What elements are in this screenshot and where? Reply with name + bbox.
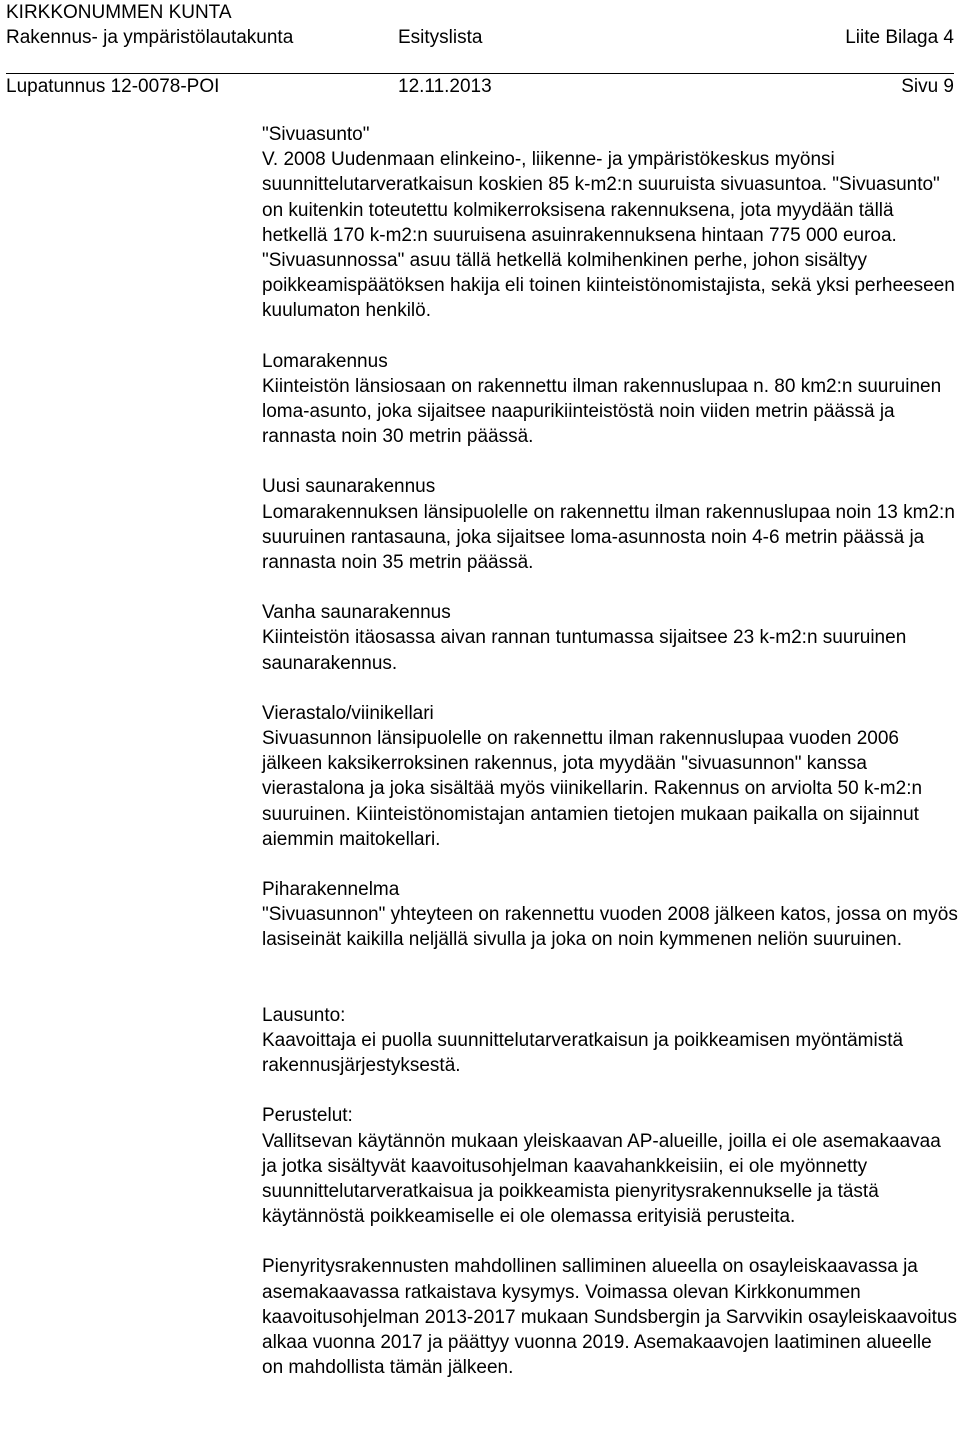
header-divider [6,73,954,74]
section-heading: Perustelut: [262,1105,353,1127]
document-type: Esityslista [398,27,483,48]
section-heading: Piharakennelma [262,879,400,901]
section-heading: "Sivuasunto" [262,124,370,145]
section-sivuasunto [262,122,958,324]
section-text: Lomarakennuksen länsipuolelle on rakennettu ilman rakennuslupaa noin 13 km2:n suuruinen rantasauna, joka sijaitsee loma-asunnosta noin 4-6 metrin päässä ja rannasta noin 35 metrin päässä. [262,501,955,574]
meeting-date: 12.11.2013 [398,76,492,97]
section-text: Kaavoittaja ei puolla suunnittelutarveratkaisun ja poikkeamisen myöntämistä rakennusjärjestyksestä. [262,1029,904,1077]
section-uusi-sauna [262,474,958,575]
committee-name: Rakennus- ja ympäristölautakunta [6,27,294,48]
section-heading: Vanha saunarakennus [262,602,451,624]
section-lomarakennus [262,349,958,450]
section-text: Pienyritysrakennusten mahdollinen salliminen alueella on osayleiskaavassa ja asemakaavassa ratkaistava kysymys. Voimassa olevan Kirkkonummen kaavoitusohjelman 2013-2017 mukaan Sundsbergin ja Sarvvikin osayleiskaavoitus alkaa vuonna 2017 ja päättyy vuonna 2019. Asemakaavojen laatiminen alueelle on mahdollista tämän jälkeen. [262,1256,957,1379]
section-text: Kiinteistön länsiosaan on rakennettu ilman rakennuslupaa n. 80 km2:n suuruinen loma-asunto, joka sijaitsee naapurikiinteistöstä noin viiden metrin päässä ja rannasta noin 30 metrin päässä. [262,375,942,448]
section-vierastalo [262,701,958,852]
document-body [262,122,958,1405]
section-text: Vallitsevan käytännön mukaan yleiskaavan AP-alueille, joilla ei ole asemakaavaa ja jotka sisältyvät kaavoitusohjelman kaavahankkeisiin, ei ole myönnetty suunnittelutarveratkaisua ja poikkeamista pienyritysrakennukselle ja tästä käytännöstä poikkeamiselle ei ole olemassa erityisiä perusteita. [262,1130,941,1228]
page-number: Sivu 9 [901,76,954,97]
section-heading: Uusi saunarakennus [262,476,436,498]
header-row-2 [6,25,954,50]
page-header [6,0,954,99]
permit-id: Lupatunnus 12-0078-POI [6,76,220,97]
section-grounds-continued [262,1254,958,1380]
section-text: Sivuasunnon länsipuolelle on rakennettu ilman rakennuslupaa vuoden 2006 jälkeen kaksikerroksinen rakennus, jota myydään "sivuasunnon" kanssa vierastalona ja joka sisältää myös viinikellarin. Rakennus on arviolta 50 k-m2:n suuruinen. Kiinteistönomistajan antamien tietojen mukaan paikalla on sijainnut aiemmin maitokellari. [262,728,923,850]
section-text: Kiinteistön itäosassa aivan rannan tuntumassa sijaitsee 23 k-m2:n suuruinen saunarakennus. [262,627,907,674]
section-heading: Lausunto: [262,1004,346,1026]
section-grounds [262,1103,958,1229]
section-heading: Vierastalo/viinikellari [262,702,434,724]
section-text: V. 2008 Uudenmaan elinkeino-, liikenne- ja ympäristökeskus myönsi suunnittelutarveratkaisun koskien 85 k-m2:n suuruista sivuasuntoa. "Sivuasunto" on kuitenkin toteutettu kolmikerroksisena rakennuksena, jota myydään tällä hetkellä 170 k-m2:n suuruisena asuinrakennuksena hintaan 775 000 euroa. "Sivuasunnossa" asuu tällä hetkellä kolmihenkinen perhe, johon sisältyy poikkeamispäätöksen hakija eli toinen kiinteistönomistajista, sekä yksi perheeseen kuulumaton henkilö. [262,149,955,322]
section-piharakennelma [262,877,958,953]
spacer [262,978,958,1003]
header-row-3 [6,74,954,99]
section-heading: Lomarakennus [262,350,388,372]
attachment-label: Liite Bilaga 4 [845,27,954,48]
section-statement [262,1003,958,1079]
section-vanha-sauna [262,600,958,676]
municipality-name: KIRKKONUMMEN KUNTA [6,2,232,23]
section-text: "Sivuasunnon" yhteyteen on rakennettu vuoden 2008 jälkeen katos, jossa on myös lasiseinät kaikilla neljällä sivulla ja joka on noin kymmenen neliön suuruinen. [262,904,958,951]
header-row-1 [6,0,954,25]
